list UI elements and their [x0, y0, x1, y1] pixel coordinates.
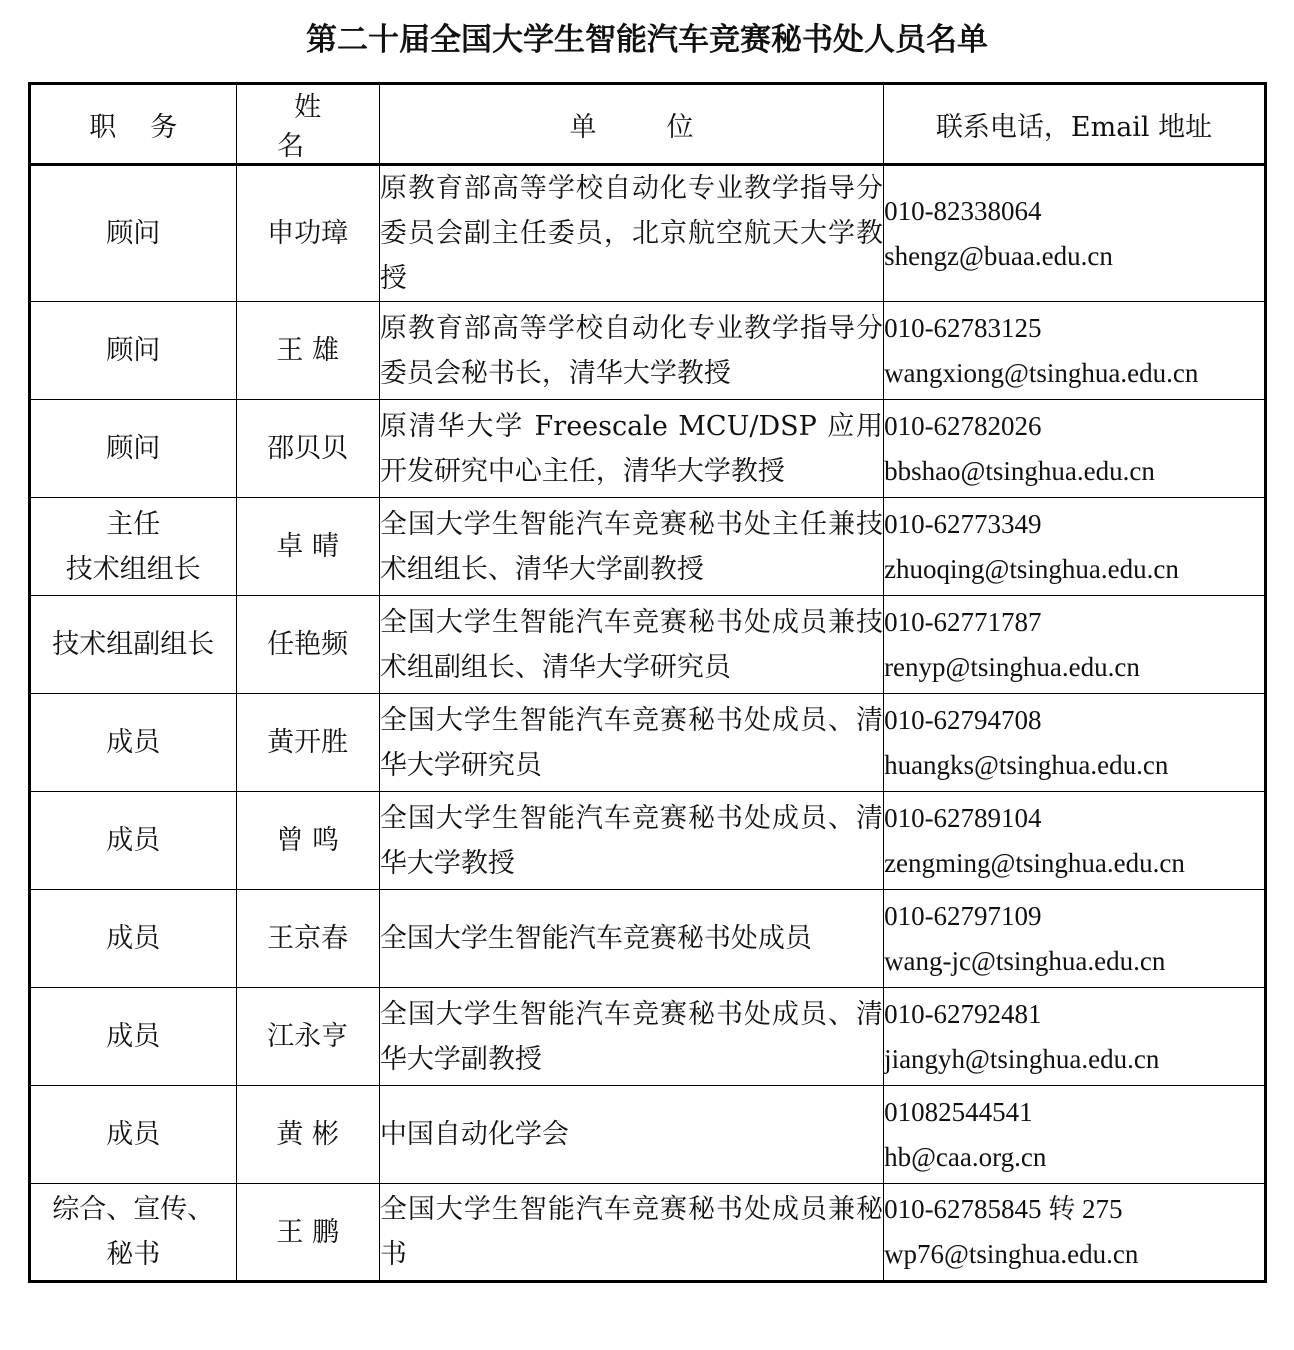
role-text: 顾问 — [106, 335, 161, 366]
header-name-label: 姓名 — [277, 92, 356, 162]
cell-role — [30, 1086, 237, 1184]
table-body — [30, 165, 1266, 1282]
email-text: wang-jc@tsinghua.edu.cn — [884, 945, 1166, 976]
cell-role — [30, 596, 237, 694]
org-text: 全国大学生智能汽车竞赛秘书处主任兼技术组组长、清华大学副教授 — [379, 508, 884, 585]
name-text: 江永亨 — [267, 1021, 349, 1052]
name-text: 王 鹏 — [276, 1216, 339, 1248]
role-text: 成员 — [106, 727, 161, 758]
name-text: 申功璋 — [267, 218, 349, 249]
role-text: 顾问 — [106, 433, 161, 464]
email-text: shengz@buaa.edu.cn — [884, 240, 1113, 271]
name-text: 卓 晴 — [276, 531, 339, 562]
org-text: 全国大学生智能汽车竞赛秘书处成员、清华大学副教授 — [379, 998, 884, 1075]
cell-contact — [884, 1184, 1266, 1282]
cell-contact — [884, 694, 1266, 792]
role-text: 技术组组长 — [65, 553, 201, 585]
header-org — [379, 84, 883, 165]
phone-text: 010-62785845 转 275 — [884, 1194, 1123, 1224]
cell-contact — [884, 988, 1266, 1086]
name-text: 黄 彬 — [276, 1119, 339, 1150]
table-row — [30, 792, 1266, 890]
role-text: 顾问 — [106, 218, 161, 249]
cell-name — [236, 890, 379, 988]
table-row — [30, 1184, 1266, 1282]
document-title: 第二十届全国大学生智能汽车竞赛秘书处人员名单 — [306, 22, 988, 58]
header-role — [30, 84, 237, 165]
cell-contact — [884, 498, 1266, 596]
org-text: 全国大学生智能汽车竞赛秘书处成员兼秘书 — [379, 1194, 884, 1270]
org-text: 全国大学生智能汽车竞赛秘书处成员 — [379, 923, 812, 954]
header-role-label: 职务 — [89, 111, 212, 143]
table-row — [30, 596, 1266, 694]
header-contact-label: 联系电话，Email 地址 — [935, 111, 1213, 143]
cell-contact — [884, 1086, 1266, 1184]
cell-org — [379, 1086, 883, 1184]
cell-role — [30, 1184, 237, 1282]
email-text: wangxiong@tsinghua.edu.cn — [884, 357, 1199, 388]
cell-role — [30, 302, 237, 400]
table-row — [30, 694, 1266, 792]
header-contact — [884, 84, 1266, 165]
cell-name — [236, 400, 379, 498]
email-text: huangks@tsinghua.edu.cn — [884, 749, 1169, 780]
role-text: 成员 — [106, 1119, 161, 1150]
cell-name — [236, 792, 379, 890]
role-text: 成员 — [106, 825, 161, 856]
phone-text: 010-62789104 — [884, 802, 1042, 833]
cell-role — [30, 988, 237, 1086]
table-row — [30, 1086, 1266, 1184]
cell-org — [379, 1184, 883, 1282]
name-text: 任艳频 — [267, 629, 349, 660]
phone-text: 010-62794708 — [884, 704, 1042, 735]
role-text: 成员 — [106, 1021, 161, 1052]
cell-contact — [884, 302, 1266, 400]
table-row — [30, 302, 1266, 400]
org-text: 原清华大学 Freescale MCU/DSP 应用开发研究中心主任，清华大学教授 — [379, 410, 884, 487]
cell-contact — [884, 400, 1266, 498]
phone-text: 010-62782026 — [884, 410, 1042, 441]
cell-org — [379, 988, 883, 1086]
cell-contact — [884, 890, 1266, 988]
cell-contact — [884, 596, 1266, 694]
name-text: 王京春 — [267, 923, 349, 954]
name-text: 王 雄 — [276, 335, 339, 366]
cell-role — [30, 890, 237, 988]
table-row — [30, 165, 1266, 302]
cell-name — [236, 498, 379, 596]
phone-text: 010-62797109 — [884, 900, 1042, 931]
cell-name — [236, 596, 379, 694]
cell-role — [30, 400, 237, 498]
cell-org — [379, 792, 883, 890]
cell-name — [236, 1184, 379, 1282]
phone-text: 010-82338064 — [884, 195, 1042, 226]
phone-text: 01082544541 — [884, 1096, 1033, 1127]
cell-org — [379, 498, 883, 596]
phone-text: 010-62783125 — [884, 312, 1042, 343]
table-row — [30, 400, 1266, 498]
name-text: 邵贝贝 — [267, 433, 349, 464]
staff-table — [28, 82, 1267, 1283]
role-text: 秘书 — [106, 1239, 161, 1270]
cell-org — [379, 400, 883, 498]
email-text: wp76@tsinghua.edu.cn — [884, 1239, 1139, 1269]
role-text: 综合、宣传、 — [52, 1194, 215, 1225]
name-text: 曾 鸣 — [276, 825, 339, 856]
name-text: 黄开胜 — [267, 727, 349, 758]
table-row — [30, 988, 1266, 1086]
cell-role — [30, 165, 237, 302]
table-header-row — [30, 84, 1266, 165]
email-text: jiangyh@tsinghua.edu.cn — [884, 1043, 1160, 1074]
org-text: 全国大学生智能汽车竞赛秘书处成员、清华大学教授 — [379, 802, 884, 879]
email-text: hb@caa.org.cn — [884, 1141, 1047, 1172]
table-row — [30, 890, 1266, 988]
email-text: zhuoqing@tsinghua.edu.cn — [884, 553, 1179, 584]
org-text: 原教育部高等学校自动化专业教学指导分委员会秘书长，清华大学教授 — [379, 312, 884, 389]
phone-text: 010-62773349 — [884, 508, 1042, 539]
cell-org — [379, 596, 883, 694]
org-text: 中国自动化学会 — [379, 1119, 569, 1150]
email-text: renyp@tsinghua.edu.cn — [884, 651, 1140, 682]
table-row — [30, 498, 1266, 596]
org-text: 全国大学生智能汽车竞赛秘书处成员、清华大学研究员 — [379, 704, 884, 781]
cell-name — [236, 1086, 379, 1184]
email-text: zengming@tsinghua.edu.cn — [884, 847, 1185, 878]
cell-role — [30, 694, 237, 792]
header-name — [236, 84, 379, 165]
org-text: 全国大学生智能汽车竞赛秘书处成员兼技术组副组长、清华大学研究员 — [379, 606, 884, 683]
phone-text: 010-62771787 — [884, 606, 1042, 637]
role-text: 技术组副组长 — [52, 629, 215, 660]
role-text: 成员 — [106, 923, 161, 954]
cell-name — [236, 694, 379, 792]
cell-org — [379, 165, 883, 302]
cell-name — [236, 988, 379, 1086]
header-org-label: 单位 — [569, 111, 764, 143]
cell-role — [30, 792, 237, 890]
cell-org — [379, 890, 883, 988]
cell-name — [236, 165, 379, 302]
org-text: 原教育部高等学校自动化专业教学指导分委员会副主任委员，北京航空航天大学教授 — [379, 173, 884, 294]
cell-contact — [884, 792, 1266, 890]
cell-name — [236, 302, 379, 400]
cell-role — [30, 498, 237, 596]
cell-contact — [884, 165, 1266, 302]
role-text: 主任 — [106, 508, 161, 540]
phone-text: 010-62792481 — [884, 998, 1042, 1029]
cell-org — [379, 694, 883, 792]
cell-org — [379, 302, 883, 400]
email-text: bbshao@tsinghua.edu.cn — [884, 455, 1155, 486]
